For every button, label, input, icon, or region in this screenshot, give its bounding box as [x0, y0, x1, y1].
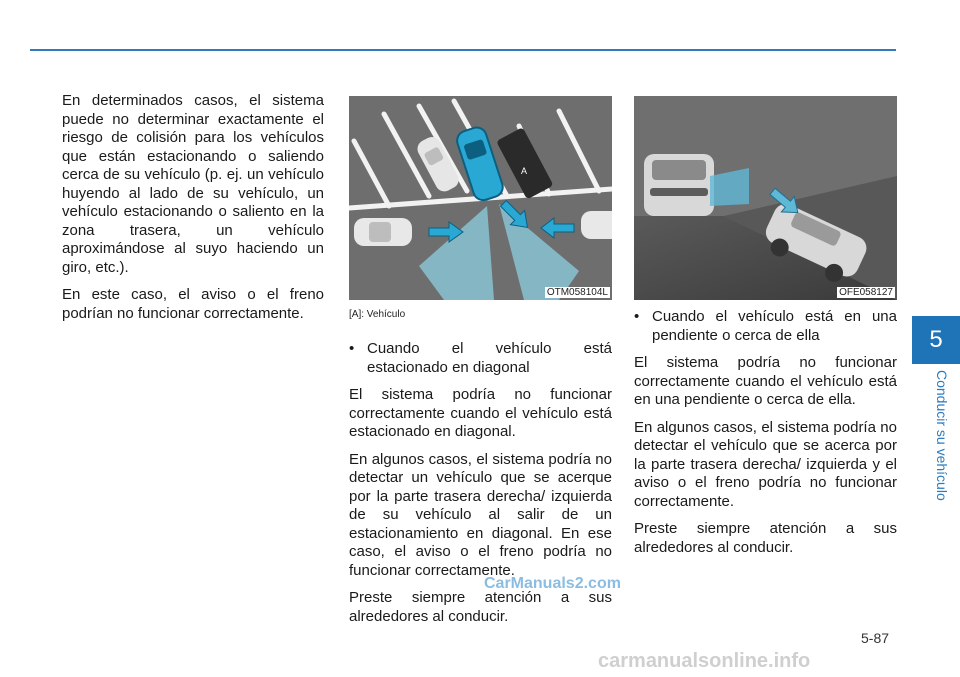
- header-rule: [30, 49, 896, 51]
- chapter-number-tab: 5: [912, 316, 960, 364]
- paragraph: Preste siempre atención a sus alrededores al conducir.: [634, 520, 897, 556]
- bullet-text: Cuando el vehículo está estacionado en diagonal: [367, 340, 612, 376]
- paragraph: En algunos casos, el sistema podría no detectar el vehículo que se acerca por la parte trasera derecha/ izquierda y el aviso o el freno podría no funcionar correctamente.: [634, 418, 897, 510]
- vehicle-a-label: A: [521, 166, 528, 176]
- bullet-item: [349, 340, 612, 377]
- figure-caption: [A]: Vehículo: [349, 309, 406, 320]
- paragraph: En este caso, el aviso o el freno podrían no funcionar correctamente.: [62, 286, 324, 322]
- figure-diagonal-parking: [349, 96, 612, 300]
- watermark: carmanualsonline.info: [598, 650, 811, 672]
- paragraph: El sistema podría no funcionar correctamente cuando el vehículo está estacionado en diagonal.: [349, 386, 612, 440]
- page-number: 5-87: [861, 630, 890, 646]
- bullet-text: Cuando el vehículo está en una pendiente o cerca de ella: [652, 308, 897, 344]
- paragraph: En determinados casos, el sistema puede no determinar exactamente el riesgo de colisión para los vehículos que están estacionando o saliendo cerca de su vehículo (p. ej. un vehículo huyendo al lado de su vehículo, un vehículo estacionando o saliento en la zona trasera, un vehículo aproximándose al suyo haciendo un giro, etc.).: [62, 92, 324, 276]
- figure-slope: [634, 96, 897, 300]
- bullet-item: [634, 308, 897, 345]
- paragraph: El sistema podría no funcionar correctamente cuando el vehículo está en una pendiente o cerca de ella.: [634, 354, 897, 408]
- column-1-text: [62, 92, 324, 332]
- bullet-dot: •: [634, 308, 640, 325]
- paragraph: En algunos casos, el sistema podría no detectar un vehículo que se acerque por la parte trasera derecha/ izquierda de su vehículo al salir de un estacionamiento en diagonal. En ese caso, el aviso o el freno podría no funcionar correctamente.: [349, 450, 612, 579]
- watermark: CarManuals2.com: [484, 575, 621, 592]
- figure-code: OFE058127: [839, 287, 893, 298]
- figure-code: OTM058104L: [546, 287, 608, 298]
- chapter-title: Conducir su vehículo: [934, 370, 950, 501]
- parking-illustration: [349, 96, 612, 300]
- paragraph: Preste siempre atención a sus alrededores al conducir.: [349, 589, 612, 625]
- column-3-text: [634, 308, 897, 566]
- bullet-dot: •: [349, 340, 355, 357]
- slope-illustration: [634, 96, 897, 300]
